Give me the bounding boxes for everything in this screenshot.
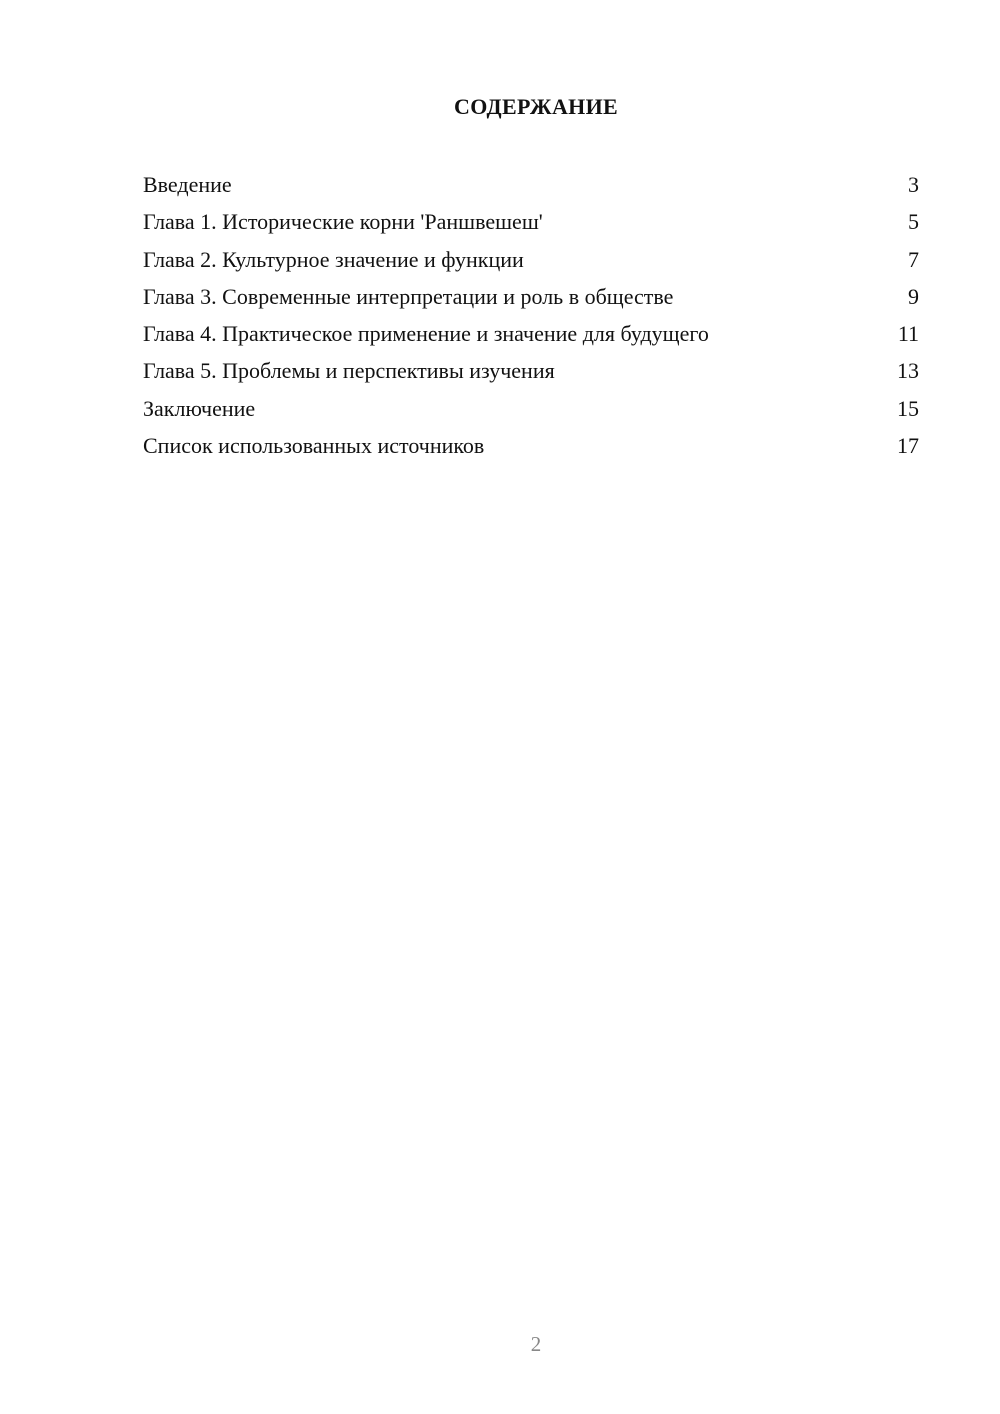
toc-entry-page: 17: [897, 433, 919, 459]
toc-entry-title: Заключение: [143, 395, 256, 421]
toc-entry-page: 11: [897, 321, 919, 347]
table-of-contents: [143, 166, 919, 464]
toc-entry-conclusion: [143, 390, 919, 427]
toc-entry-introduction: [143, 166, 919, 203]
toc-entry-chapter-2: [143, 241, 919, 278]
toc-entry-title: Список использованных источников: [143, 433, 485, 459]
toc-entry-title: Глава 4. Практическое применение и значение для будущего: [143, 321, 709, 347]
toc-entry-title: Глава 1. Исторические корни 'Раншвешеш': [143, 209, 543, 235]
toc-entry-references: [143, 427, 919, 464]
page-number: 2: [530, 1332, 542, 1356]
toc-entry-chapter-3: [143, 278, 919, 315]
toc-entry-title: Введение: [143, 172, 232, 197]
toc-entry-page: 3: [908, 172, 919, 197]
toc-entry-page: 9: [908, 283, 919, 309]
toc-entry-page: 7: [908, 246, 919, 272]
toc-entry-page: 5: [908, 209, 919, 235]
toc-entry-page: 13: [897, 358, 919, 384]
toc-entry-page: 15: [897, 395, 919, 421]
toc-heading: СОДЕРЖАНИЕ: [454, 94, 618, 119]
toc-entry-title: Глава 3. Современные интерпретации и роль в обществе: [143, 283, 674, 309]
toc-entry-chapter-1: [143, 203, 919, 240]
toc-entry-title: Глава 2. Культурное значение и функции: [143, 246, 524, 272]
toc-entry-chapter-4: [143, 315, 919, 352]
toc-entry-chapter-5: [143, 352, 919, 389]
toc-entry-title: Глава 5. Проблемы и перспективы изучения: [143, 358, 555, 384]
